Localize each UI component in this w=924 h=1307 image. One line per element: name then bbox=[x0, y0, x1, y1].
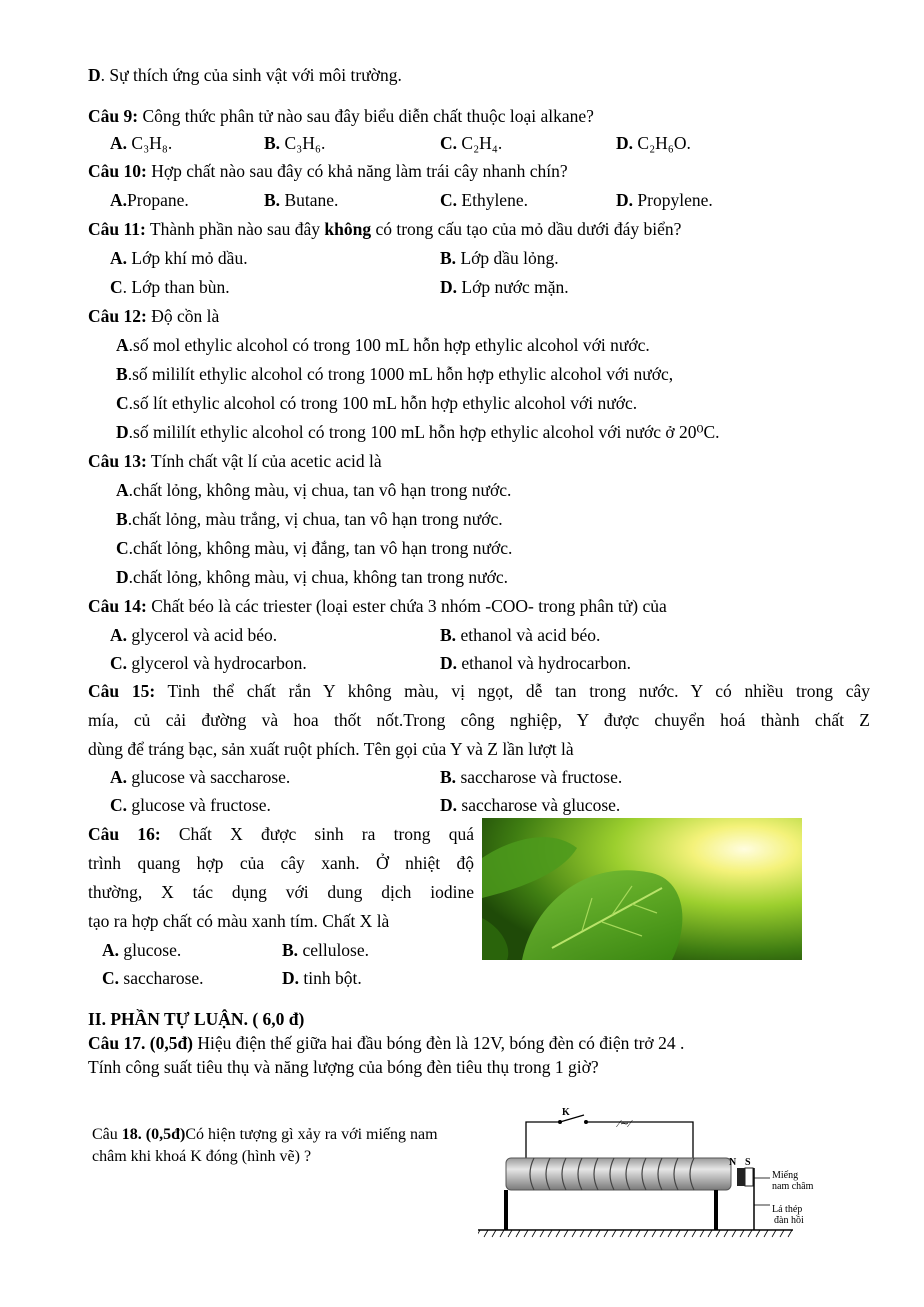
q9-option-d: D. C₂H₆O. bbox=[616, 133, 691, 153]
q9-option-b: B. C₃H₆. bbox=[264, 133, 326, 153]
question-17-line-2: Tính công suất tiêu thụ và năng lượng của bóng đèn tiêu thụ trong 1 giờ? bbox=[88, 1057, 599, 1077]
iron-core bbox=[506, 1158, 731, 1190]
q14-option-b: B. ethanol và acid béo. bbox=[440, 625, 601, 645]
steel-label-1: Lá thép bbox=[772, 1204, 803, 1215]
magnet-s-pole bbox=[745, 1168, 753, 1186]
question-16-line-4: tạo ra hợp chất có màu xanh tím. Chất X là bbox=[88, 911, 390, 931]
question-11: Câu 11: Thành phần nào sau đây không có trong cấu tạo của mỏ dầu dưới đáy biển? bbox=[88, 219, 682, 239]
question-13: Câu 13: Tính chất vật lí của acetic acid là bbox=[88, 451, 382, 471]
question-9: Câu 9: Công thức phân tử nào sau đây biểu diễn chất thuộc loại alkane? bbox=[88, 106, 594, 126]
q12-option-a: A.số mol ethylic alcohol có trong 100 mL hỗn hợp ethylic alcohol với nước. bbox=[116, 335, 650, 355]
q16-option-c: C. saccharose. bbox=[102, 968, 204, 988]
q13-option-a: A.chất lỏng, không màu, vị chua, tan vô hạn trong nước. bbox=[116, 480, 512, 500]
question-17-line-1: Câu 17. (0,5đ) Hiệu điện thế giữa hai đầu bóng đèn là 12V, bóng đèn có điện trở 24 . bbox=[88, 1033, 685, 1053]
q11-option-b: B. Lớp dầu lỏng. bbox=[440, 248, 559, 268]
q9-option-c: C. C₂H₄. bbox=[440, 133, 503, 153]
magnet-n-pole bbox=[737, 1168, 745, 1186]
q15-option-a: A. glucose và saccharose. bbox=[110, 767, 291, 787]
switch-terminal-right bbox=[584, 1120, 588, 1124]
option-d-previous: D. Sự thích ứng của sinh vật với môi trường. bbox=[88, 65, 402, 85]
stand-right bbox=[714, 1190, 718, 1230]
stand-left bbox=[504, 1190, 508, 1230]
question-15-line-2: mía, củ cải đường và hoa thốt nốt.Trong công nghiệp, Y được chuyển hoá thành chất Z bbox=[88, 710, 870, 730]
q15-option-d: D. saccharose và glucose. bbox=[440, 795, 621, 815]
q15-option-c: C. glucose và fructose. bbox=[110, 795, 271, 815]
question-10: Câu 10: Hợp chất nào sau đây có khả năng làm trái cây nhanh chín? bbox=[88, 161, 568, 181]
electromagnet-circuit-diagram bbox=[478, 1108, 838, 1238]
ac-source-symbol: ⁄∼⁄ bbox=[618, 1118, 631, 1130]
question-18: Câu 18. (0,5đ)Có hiện tượng gì xảy ra với miếng nam châm khi khoá K đóng (hình vẽ) ? bbox=[92, 1126, 438, 1165]
q15-option-b: B. saccharose và fructose. bbox=[440, 767, 623, 787]
q12-option-c: C.số lít ethylic alcohol có trong 100 mL hỗn hợp ethylic alcohol với nước. bbox=[116, 393, 638, 413]
question-14: Câu 14: Chất béo là các triester (loại ester chứa 3 nhóm -COO- trong phân tử) của bbox=[88, 596, 667, 616]
q12-option-b: B.số mililít ethylic alcohol có trong 1000 mL hỗn hợp ethylic alcohol với nước, bbox=[116, 364, 674, 384]
q10-option-c: C. Ethylene. bbox=[440, 190, 528, 210]
question-12: Câu 12: Độ cồn là bbox=[88, 306, 220, 326]
s-pole-label: S bbox=[745, 1157, 751, 1168]
n-pole-label: N bbox=[729, 1157, 737, 1168]
q13-option-b: B.chất lỏng, màu trắng, vị chua, tan vô hạn trong nước. bbox=[116, 509, 503, 529]
question-15-line-3: dùng để tráng bạc, sản xuất ruột phích. Tên gọi của Y và Z lần lượt là bbox=[88, 739, 574, 759]
q14-option-c: C. glycerol và hydrocarbon. bbox=[110, 653, 307, 673]
ground-hatching bbox=[478, 1230, 792, 1237]
q10-option-a: A.Propane. bbox=[110, 190, 189, 210]
q16-option-d: D. tinh bột. bbox=[282, 968, 362, 988]
q10-option-d: D. Propylene. bbox=[616, 190, 713, 210]
steel-label-2: đàn hồi bbox=[774, 1215, 804, 1226]
q14-option-d: D. ethanol và hydrocarbon. bbox=[440, 653, 631, 673]
question-16-line-2: trình quang hợp của cây xanh. Ở nhiệt độ bbox=[88, 853, 474, 873]
magnet-label-2: nam châm bbox=[772, 1181, 814, 1192]
wire-right bbox=[586, 1122, 693, 1158]
question-15-line-1: Câu 15: Tinh thể chất rắn Y không màu, vị ngọt, dễ tan trong nước. Y có nhiều trong cây bbox=[88, 681, 870, 701]
q16-option-b: B. cellulose. bbox=[282, 940, 370, 960]
q12-option-d: D.số mililít ethylic alcohol có trong 100 mL hỗn hợp ethylic alcohol với nước ở 20⁰C. bbox=[116, 422, 720, 442]
wire-left bbox=[526, 1122, 560, 1158]
q16-option-a: A. glucose. bbox=[102, 940, 182, 960]
q11-option-c: C. Lớp than bùn. bbox=[110, 277, 230, 297]
question-16-line-3: thường, X tác dụng với dung dịch iodine bbox=[88, 882, 474, 902]
q13-option-c: C.chất lỏng, không màu, vị đắng, tan vô hạn trong nước. bbox=[116, 538, 513, 558]
q14-option-a: A. glycerol và acid béo. bbox=[110, 625, 278, 645]
q9-option-a: A. C₃H₈. bbox=[110, 133, 173, 153]
q11-option-d: D. Lớp nước mặn. bbox=[440, 277, 569, 297]
green-leaf-sunlight-image bbox=[482, 818, 802, 960]
q13-option-d: D.chất lỏng, không màu, vị chua, không tan trong nước. bbox=[116, 567, 509, 587]
magnet-label-1: Miếng bbox=[772, 1170, 799, 1181]
q11-option-a: A. Lớp khí mỏ dầu. bbox=[110, 248, 248, 268]
switch-label: K bbox=[562, 1108, 570, 1118]
part-2-title: II. PHẦN TỰ LUẬN. ( 6,0 đ) bbox=[88, 1009, 305, 1029]
question-16-line-1: Câu 16: Chất X được sinh ra trong quá bbox=[88, 824, 474, 844]
q10-option-b: B. Butane. bbox=[264, 190, 339, 210]
